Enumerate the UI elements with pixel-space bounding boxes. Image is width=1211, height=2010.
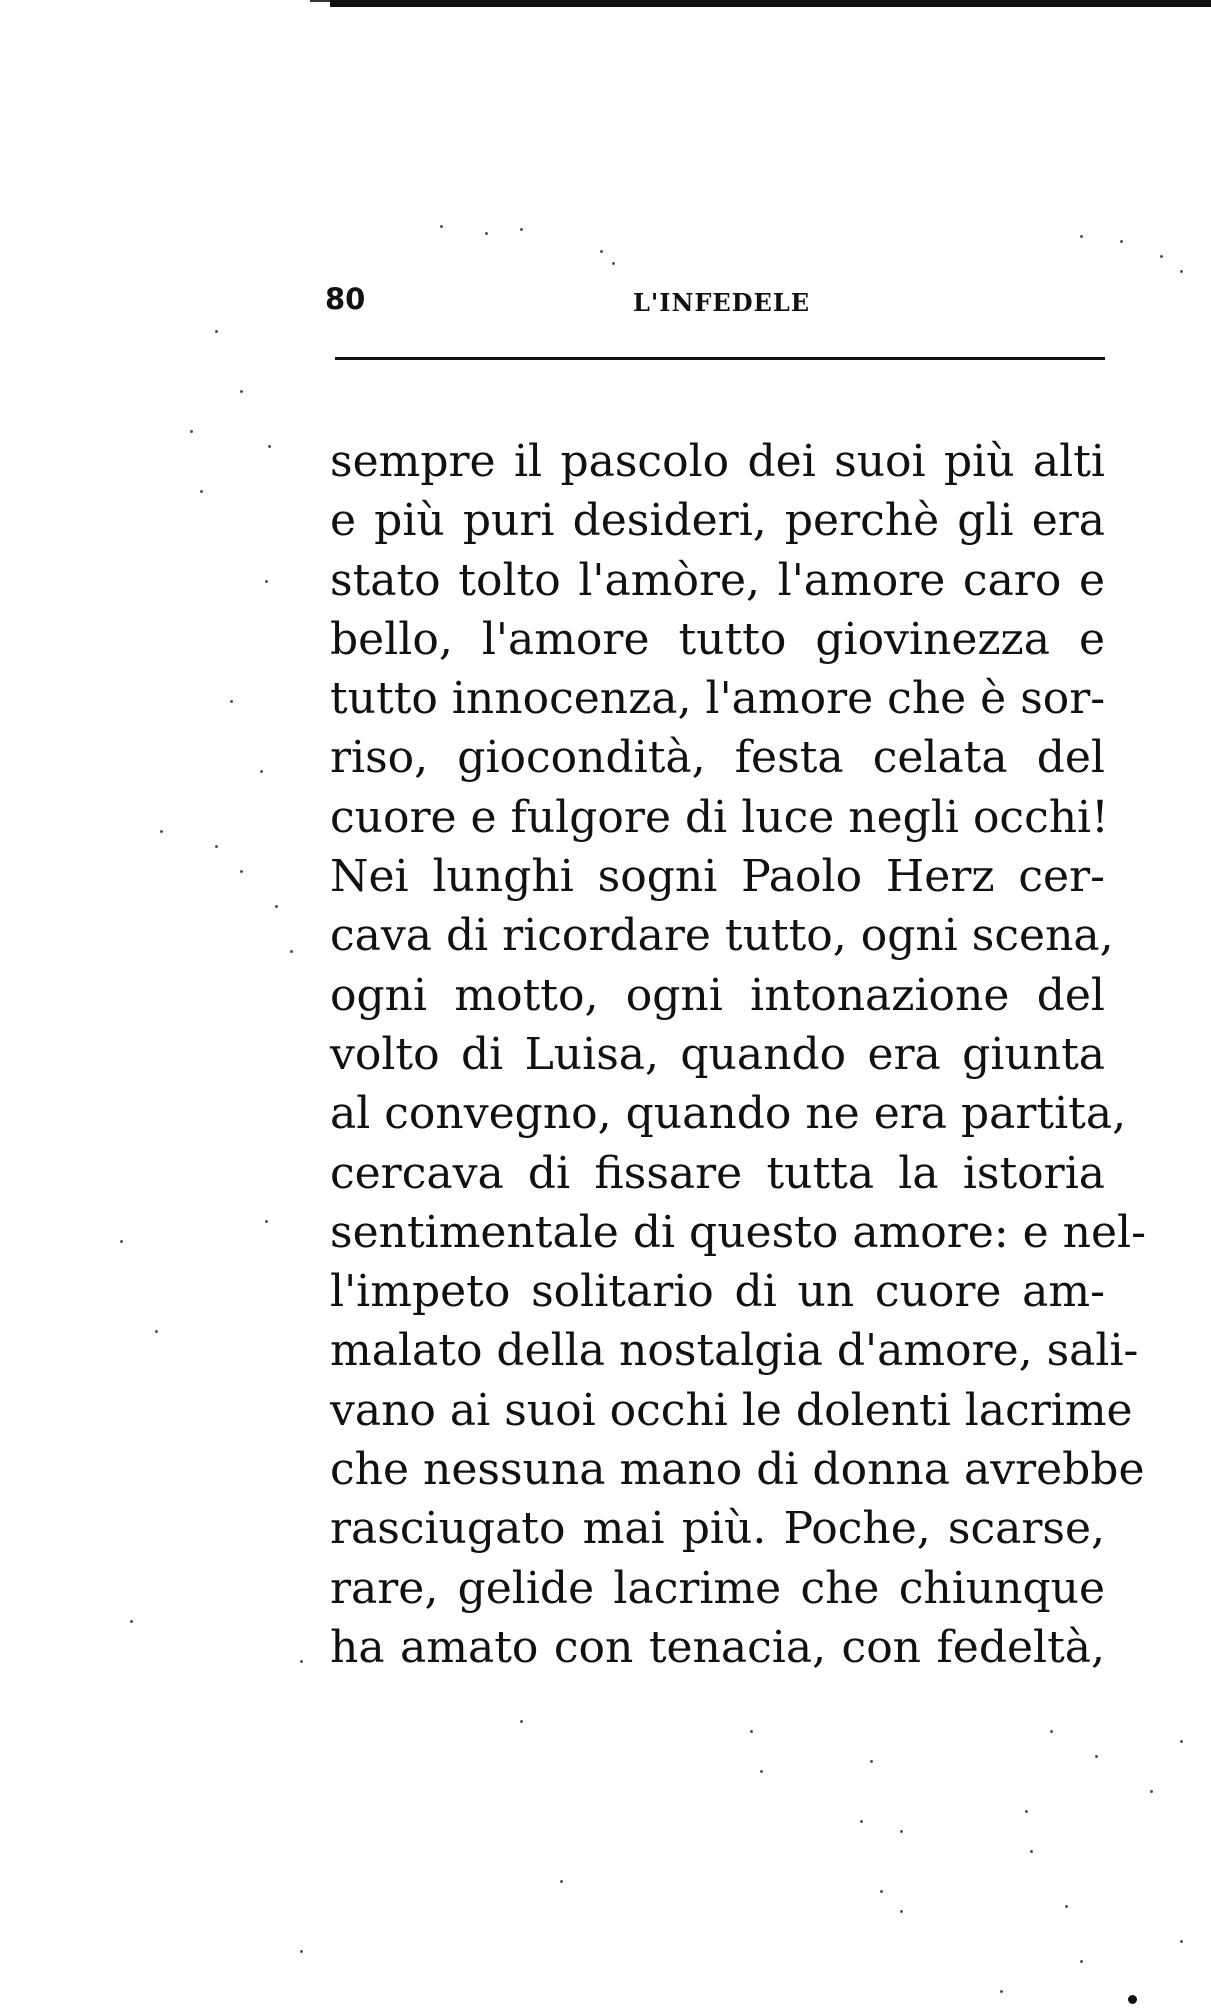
- text-line: bello, l'amore tutto giovinezza e: [330, 613, 1105, 665]
- text-line: sentimentale di questo amore: e nel-: [330, 1206, 1146, 1258]
- text-line: Nei lunghi sogni Paolo Herz cer-: [330, 851, 1105, 903]
- text-line: l'impeto solitario di un cuore am-: [330, 1266, 1105, 1318]
- text-line: e più puri desideri, perchè gli era: [330, 495, 1105, 547]
- top-edge-rule: [330, 0, 1211, 7]
- text-line: ha amato con tenacia, con fedeltà,: [330, 1621, 1105, 1673]
- text-line: cuore e fulgore di luce negli occhi!: [330, 791, 1109, 843]
- text-line: ogni motto, ogni intonazione del: [330, 969, 1105, 1021]
- text-line: al convegno, quando ne era partita,: [330, 1088, 1127, 1140]
- text-line: cercava di fissare tutta la istoria: [330, 1147, 1105, 1199]
- header-rule: [335, 357, 1105, 360]
- text-line: rasciugato mai più. Poche, scarse,: [330, 1503, 1105, 1555]
- page-header: [325, 282, 1105, 322]
- text-line: vano ai suoi occhi le dolenti lacrime: [330, 1384, 1133, 1436]
- text-line: rare, gelide lacrime che chiunque: [330, 1562, 1105, 1614]
- text-line: stato tolto l'amòre, l'amore caro e: [330, 554, 1105, 606]
- text-line: malato della nostalgia d'amore, sali-: [330, 1325, 1139, 1377]
- text-line: cava di ricordare tutto, ogni scena,: [330, 910, 1114, 962]
- body-text: [330, 432, 1146, 1677]
- text-line: che nessuna mano di donna avrebbe: [330, 1444, 1145, 1496]
- text-line: volto di Luisa, quando era giunta: [330, 1028, 1105, 1080]
- page-number: 80: [325, 282, 366, 316]
- running-title: L'INFEDELE: [633, 288, 810, 317]
- text-line: riso, giocondità, festa celata del: [330, 732, 1105, 784]
- text-line: tutto innocenza, l'amore che è sor-: [330, 673, 1106, 725]
- text-line: sempre il pascolo dei suoi più alti: [330, 436, 1105, 487]
